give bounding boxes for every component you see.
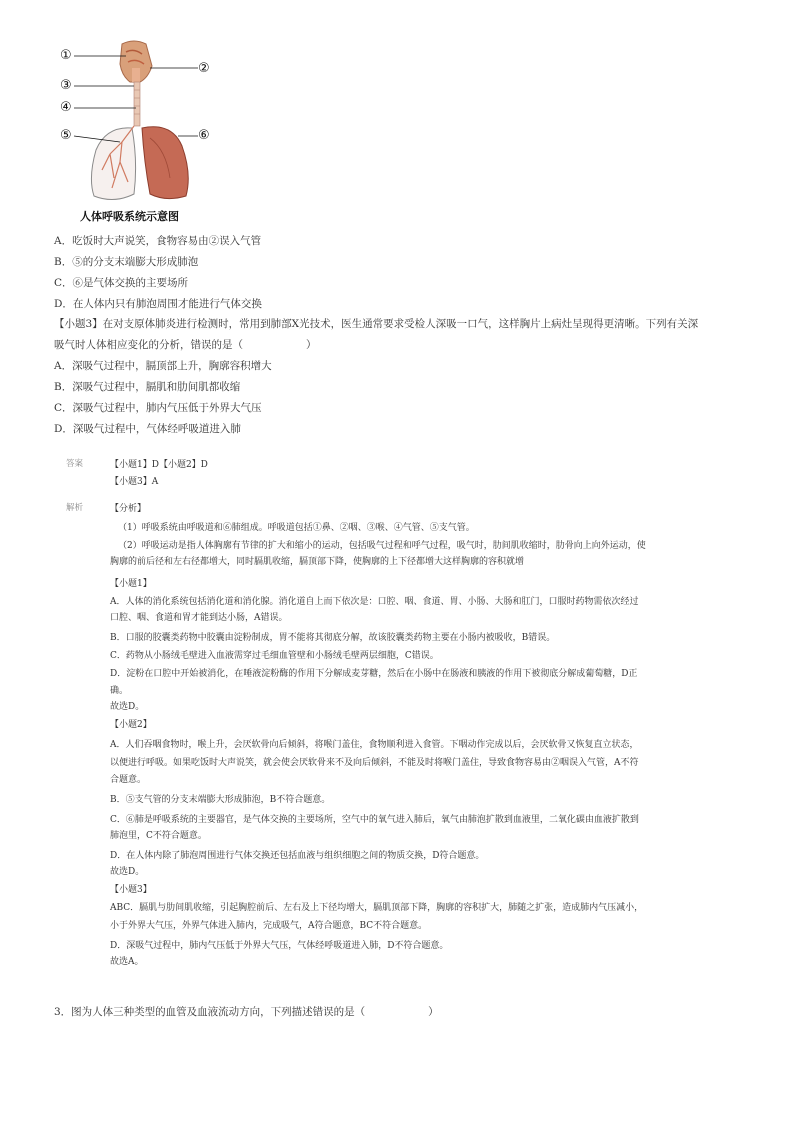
q3-option-a: A．深吸气过程中，膈顶部上升，胸廓容积增大 [54, 360, 272, 372]
q2-option-c: C．⑥是气体交换的主要场所 [54, 277, 189, 289]
answer-label: 答案 [66, 459, 84, 469]
analysis-line: 故选D。 [110, 702, 145, 712]
q3-stem-line2: 吸气时人体相应变化的分析，错误的是（ ） [54, 339, 317, 351]
q2-option-b: B．⑤的分支末端膨大形成肺泡 [54, 256, 199, 268]
q3-stem-line1: 【小题3】在对支原体肺炎进行检测时，常用到肺部X光技术，医生通常要求受检人深吸一口气，这样胸片上病灶呈现得更清晰。下列有关深 [54, 318, 699, 330]
analysis-line: 【小题3】 [110, 885, 152, 895]
analysis-line: 【小题2】 [110, 720, 152, 730]
respiratory-system-illustration [50, 38, 220, 206]
q3-option-c: C．深吸气过程中，肺内气压低于外界大气压 [54, 402, 262, 414]
question-3-stem: 3．图为人体三种类型的血管及血液流动方向，下列描述错误的是（ ） [54, 1006, 439, 1018]
analysis-line: 合题意。 [110, 775, 147, 785]
callout-2: ② [198, 61, 210, 76]
analysis-label: 解析 [66, 503, 84, 513]
q2-option-d: D．在人体内只有肺泡周围才能进行气体交换 [54, 298, 262, 310]
analysis-line: 故选D。 [110, 867, 145, 877]
analysis-line: （1）呼吸系统由呼吸道和⑥肺组成。呼吸道包括①鼻、②咽、③喉、④气管、⑤支气管。 [118, 523, 475, 533]
callout-3: ③ [60, 78, 72, 93]
analysis-line: 肺泡里，C不符合题意。 [110, 831, 207, 841]
q3-option-d: D．深吸气过程中，气体经呼吸道进入肺 [54, 423, 241, 435]
callout-1: ① [60, 48, 72, 63]
callout-4: ④ [60, 100, 72, 115]
analysis-line: 【小题1】 [110, 579, 152, 589]
q2-option-a: A．吃饭时大声说笑，食物容易由②误入气管 [54, 235, 262, 247]
analysis-line: D．淀粉在口腔中开始被消化，在唾液淀粉酶的作用下分解成麦芽糖，然后在小肠中在肠液和胰液的作用下被彻底分解成葡萄糖，D正 [110, 669, 638, 679]
analysis-line: D．在人体内除了肺泡周围进行气体交换还包括血液与组织细胞之间的物质交换，D符合题意。 [110, 851, 485, 861]
callout-6: ⑥ [198, 128, 210, 143]
analysis-line: B．口服的胶囊类药物中胶囊由淀粉制成，胃不能将其彻底分解，故该胶囊类药物主要在小肠内被吸收，B错误。 [110, 633, 556, 643]
q3-option-b: B．深吸气过程中，膈肌和肋间肌都收缩 [54, 381, 241, 393]
analysis-line: A．人们吞咽食物时，喉上升，会厌软骨向后倾斜，将喉门盖住，食物顺利进入食管。下咽动作完成以后，会厌软骨又恢复直立状态， [110, 740, 639, 750]
analysis-line: 以便进行呼吸。如果吃饭时大声说笑，就会使会厌软骨来不及向后倾斜，不能及时将喉门盖住，导致食物容易由②咽误入气管，A不符 [110, 758, 639, 768]
analysis-line: 胸廓的前后径和左右径都增大，同时膈肌收缩，膈顶部下降，使胸廓的上下径都增大这样胸廓的容积就增 [110, 557, 525, 567]
analysis-line: D．深吸气过程中，肺内气压低于外界大气压，气体经呼吸道进入肺，D不符合题意。 [110, 941, 449, 951]
respiratory-system-diagram [50, 38, 220, 206]
analysis-line: C．药物从小肠绒毛壁进入血液需穿过毛细血管壁和小肠绒毛壁两层细胞，C错误。 [110, 651, 439, 661]
analysis-line: A．人体的消化系统包括消化道和消化腺。消化道自上而下依次是：口腔、咽、食道、胃、小肠、大肠和肛门，口服时药物需依次经过 [110, 597, 639, 607]
callout-5: ⑤ [60, 128, 72, 143]
answer-line1: 【小题1】D【小题2】D [110, 460, 208, 470]
analysis-line: B．⑤支气管的分支末端膨大形成肺泡，B不符合题意。 [110, 795, 331, 805]
analysis-line: 小于外界大气压，外界气体进入肺内，完成吸气，A符合题意，BC不符合题意。 [110, 921, 428, 931]
analysis-line: 确。 [110, 686, 129, 696]
analysis-line: （2）呼吸运动是指人体胸廓有节律的扩大和缩小的运动，包括吸气过程和呼气过程，吸气时，肋间肌收缩时，肋骨向上向外运动，使 [118, 541, 646, 551]
answer-line2: 【小题3】A [110, 477, 159, 487]
analysis-line: C．⑥肺是呼吸系统的主要器官，是气体交换的主要场所，空气中的氧气进入肺后，氧气由肺泡扩散到血液里，二氧化碳由血液扩散到 [110, 815, 639, 825]
analysis-line: 【分析】 [110, 504, 147, 514]
analysis-line: 故选A。 [110, 957, 144, 967]
analysis-line: 口腔、咽、食道和胃才能到达小肠，A错误。 [110, 613, 288, 623]
diagram-caption: 人体呼吸系统示意图 [80, 210, 179, 223]
analysis-line: ABC．膈肌与肋间肌收缩，引起胸腔前后、左右及上下径均增大，膈肌顶部下降，胸廓的容积扩大，肺随之扩张，造成肺内气压减小， [110, 903, 644, 913]
